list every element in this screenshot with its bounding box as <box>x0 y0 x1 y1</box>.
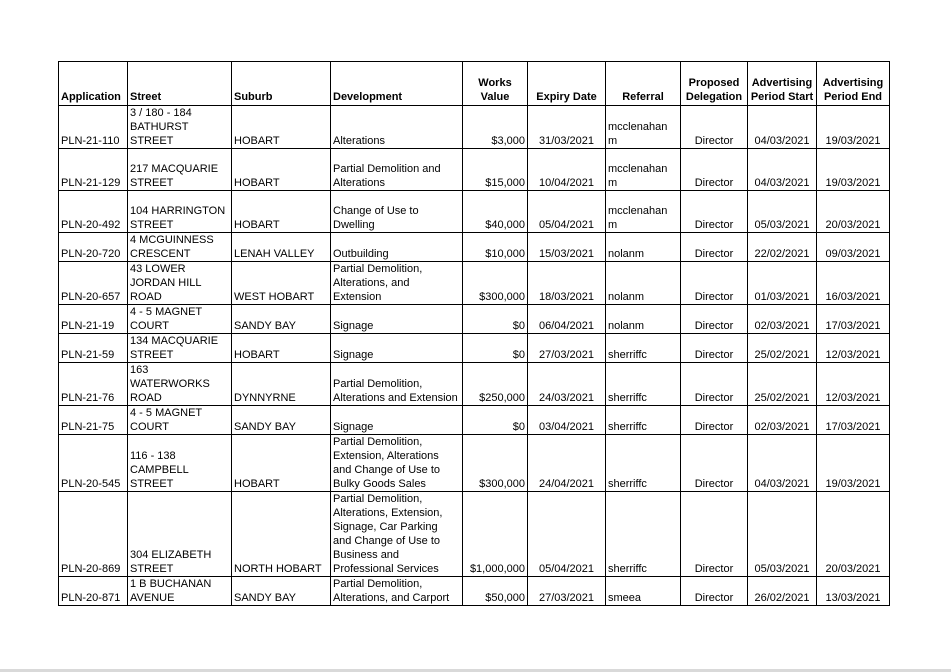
proposed-delegation: Director <box>681 305 748 334</box>
street: 4 - 5 MAGNET COURT <box>128 305 232 334</box>
street: 43 LOWER JORDAN HILL ROAD <box>128 262 232 305</box>
column-header-referral: Referral <box>606 62 681 106</box>
table-row <box>59 363 890 406</box>
expiry-date: 03/04/2021 <box>528 406 606 435</box>
application-number: PLN-20-657 <box>59 262 128 305</box>
table-row <box>59 334 890 363</box>
works-value: $0 <box>463 305 528 334</box>
expiry-date: 27/03/2021 <box>528 577 606 606</box>
application-number: PLN-20-492 <box>59 191 128 233</box>
development: Signage <box>331 305 463 334</box>
suburb: HOBART <box>232 106 331 149</box>
development: Signage <box>331 406 463 435</box>
referral: sherriffc <box>606 492 681 577</box>
proposed-delegation: Director <box>681 334 748 363</box>
table-row <box>59 106 890 149</box>
expiry-date: 05/04/2021 <box>528 191 606 233</box>
column-header-development: Development <box>331 62 463 106</box>
street: 163 WATERWORKS ROAD <box>128 363 232 406</box>
suburb: SANDY BAY <box>232 577 331 606</box>
expiry-date: 27/03/2021 <box>528 334 606 363</box>
development: Signage <box>331 334 463 363</box>
advertising-period-end: 19/03/2021 <box>817 149 890 191</box>
table-row <box>59 577 890 606</box>
column-header-application: Application <box>59 62 128 106</box>
planning-applications-table <box>58 61 890 606</box>
referral: mcclenahan m <box>606 106 681 149</box>
suburb: DYNNYRNE <box>232 363 331 406</box>
works-value: $250,000 <box>463 363 528 406</box>
suburb: HOBART <box>232 435 331 492</box>
suburb: HOBART <box>232 334 331 363</box>
works-value: $50,000 <box>463 577 528 606</box>
development: Partial Demolition, Alterations, Extension, Signage, Car Parking and Change of Use to Business and Professional Services <box>331 492 463 577</box>
table-row <box>59 492 890 577</box>
works-value: $1,000,000 <box>463 492 528 577</box>
expiry-date: 18/03/2021 <box>528 262 606 305</box>
street: 104 HARRINGTON STREET <box>128 191 232 233</box>
column-header-advertising-period-start: Advertising Period Start <box>748 62 817 106</box>
referral: nolanm <box>606 305 681 334</box>
proposed-delegation: Director <box>681 262 748 305</box>
application-number: PLN-21-129 <box>59 149 128 191</box>
advertising-period-start: 02/03/2021 <box>748 305 817 334</box>
works-value: $10,000 <box>463 233 528 262</box>
advertising-period-start: 05/03/2021 <box>748 492 817 577</box>
suburb: HOBART <box>232 149 331 191</box>
proposed-delegation: Director <box>681 577 748 606</box>
table-row <box>59 435 890 492</box>
proposed-delegation: Director <box>681 363 748 406</box>
advertising-period-end: 19/03/2021 <box>817 435 890 492</box>
referral: sherriffc <box>606 334 681 363</box>
works-value: $0 <box>463 406 528 435</box>
advertising-period-start: 25/02/2021 <box>748 334 817 363</box>
referral: mcclenahan m <box>606 149 681 191</box>
proposed-delegation: Director <box>681 233 748 262</box>
proposed-delegation: Director <box>681 492 748 577</box>
development: Outbuilding <box>331 233 463 262</box>
advertising-period-end: 12/03/2021 <box>817 363 890 406</box>
application-number: PLN-20-545 <box>59 435 128 492</box>
expiry-date: 10/04/2021 <box>528 149 606 191</box>
column-header-proposed-delegation: Proposed Delegation <box>681 62 748 106</box>
advertising-period-end: 17/03/2021 <box>817 406 890 435</box>
advertising-period-end: 19/03/2021 <box>817 106 890 149</box>
advertising-period-start: 01/03/2021 <box>748 262 817 305</box>
expiry-date: 24/03/2021 <box>528 363 606 406</box>
column-header-suburb: Suburb <box>232 62 331 106</box>
application-number: PLN-20-720 <box>59 233 128 262</box>
works-value: $40,000 <box>463 191 528 233</box>
advertising-period-end: 20/03/2021 <box>817 492 890 577</box>
expiry-date: 15/03/2021 <box>528 233 606 262</box>
table-row <box>59 305 890 334</box>
advertising-period-end: 09/03/2021 <box>817 233 890 262</box>
referral: sherriffc <box>606 406 681 435</box>
advertising-period-end: 20/03/2021 <box>817 191 890 233</box>
advertising-period-start: 04/03/2021 <box>748 149 817 191</box>
advertising-period-end: 13/03/2021 <box>817 577 890 606</box>
street: 116 - 138 CAMPBELL STREET <box>128 435 232 492</box>
referral: nolanm <box>606 262 681 305</box>
referral: mcclenahan m <box>606 191 681 233</box>
development: Partial Demolition, Alterations and Extension <box>331 363 463 406</box>
advertising-period-start: 05/03/2021 <box>748 191 817 233</box>
proposed-delegation: Director <box>681 435 748 492</box>
development: Partial Demolition, Alterations, and Carport <box>331 577 463 606</box>
application-number: PLN-21-76 <box>59 363 128 406</box>
proposed-delegation: Director <box>681 106 748 149</box>
table-header-row <box>59 62 890 106</box>
development: Change of Use to Dwelling <box>331 191 463 233</box>
advertising-period-end: 16/03/2021 <box>817 262 890 305</box>
suburb: HOBART <box>232 191 331 233</box>
application-number: PLN-21-110 <box>59 106 128 149</box>
table-row <box>59 233 890 262</box>
street: 4 MCGUINNESS CRESCENT <box>128 233 232 262</box>
application-number: PLN-21-19 <box>59 305 128 334</box>
street: 304 ELIZABETH STREET <box>128 492 232 577</box>
street: 1 B BUCHANAN AVENUE <box>128 577 232 606</box>
advertising-period-start: 04/03/2021 <box>748 435 817 492</box>
street: 134 MACQUARIE STREET <box>128 334 232 363</box>
advertising-period-start: 02/03/2021 <box>748 406 817 435</box>
column-header-advertising-period-end: Advertising Period End <box>817 62 890 106</box>
advertising-period-start: 26/02/2021 <box>748 577 817 606</box>
application-number: PLN-21-59 <box>59 334 128 363</box>
advertising-period-end: 12/03/2021 <box>817 334 890 363</box>
development: Alterations <box>331 106 463 149</box>
street: 3 / 180 - 184 BATHURST STREET <box>128 106 232 149</box>
advertising-period-end: 17/03/2021 <box>817 305 890 334</box>
referral: smeea <box>606 577 681 606</box>
works-value: $3,000 <box>463 106 528 149</box>
expiry-date: 31/03/2021 <box>528 106 606 149</box>
column-header-expiry-date: Expiry Date <box>528 62 606 106</box>
table-row <box>59 262 890 305</box>
works-value: $300,000 <box>463 262 528 305</box>
works-value: $300,000 <box>463 435 528 492</box>
works-value: $0 <box>463 334 528 363</box>
referral: nolanm <box>606 233 681 262</box>
development: Partial Demolition and Alterations <box>331 149 463 191</box>
street: 217 MACQUARIE STREET <box>128 149 232 191</box>
application-number: PLN-21-75 <box>59 406 128 435</box>
table-row <box>59 191 890 233</box>
advertising-period-start: 22/02/2021 <box>748 233 817 262</box>
column-header-works-value: Works Value <box>463 62 528 106</box>
development: Partial Demolition, Alterations, and Extension <box>331 262 463 305</box>
suburb: WEST HOBART <box>232 262 331 305</box>
expiry-date: 06/04/2021 <box>528 305 606 334</box>
advertising-period-start: 25/02/2021 <box>748 363 817 406</box>
works-value: $15,000 <box>463 149 528 191</box>
proposed-delegation: Director <box>681 406 748 435</box>
proposed-delegation: Director <box>681 149 748 191</box>
suburb: SANDY BAY <box>232 406 331 435</box>
application-number: PLN-20-871 <box>59 577 128 606</box>
expiry-date: 05/04/2021 <box>528 492 606 577</box>
development: Partial Demolition, Extension, Alterations and Change of Use to Bulky Goods Sales <box>331 435 463 492</box>
suburb: SANDY BAY <box>232 305 331 334</box>
referral: sherriffc <box>606 363 681 406</box>
referral: sherriffc <box>606 435 681 492</box>
suburb: NORTH HOBART <box>232 492 331 577</box>
street: 4 - 5 MAGNET COURT <box>128 406 232 435</box>
table-row <box>59 149 890 191</box>
application-number: PLN-20-869 <box>59 492 128 577</box>
advertising-period-start: 04/03/2021 <box>748 106 817 149</box>
expiry-date: 24/04/2021 <box>528 435 606 492</box>
proposed-delegation: Director <box>681 191 748 233</box>
suburb: LENAH VALLEY <box>232 233 331 262</box>
column-header-street: Street <box>128 62 232 106</box>
table-row <box>59 406 890 435</box>
